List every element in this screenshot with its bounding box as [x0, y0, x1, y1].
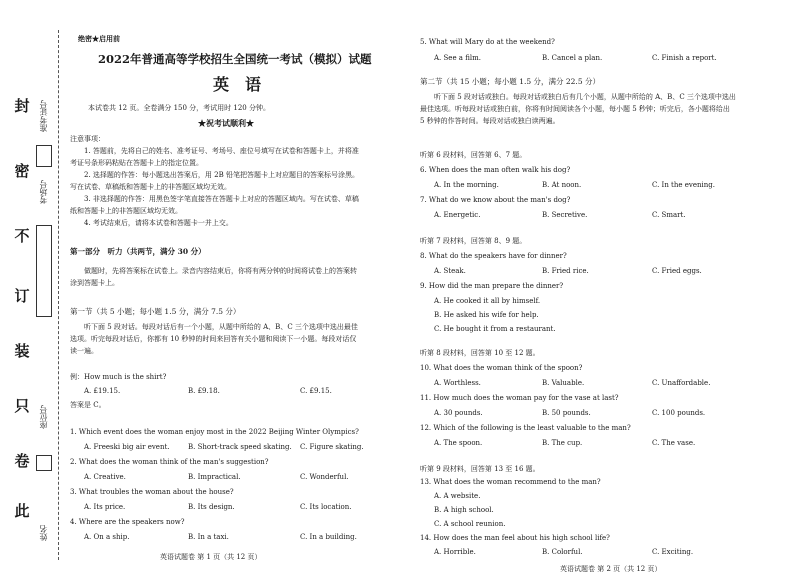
- section1-desc: 听下面 5 段对话。每段对话后有一个小题，从题中所给的 A、B、C 三个选项中选出最佳: [84, 323, 358, 331]
- option: C. Exciting.: [652, 548, 694, 556]
- example-answer: 答案是 C。: [70, 401, 106, 409]
- option: B. Fried rice.: [542, 267, 589, 275]
- option: C. Fried eggs.: [652, 267, 702, 275]
- question: 8. What do the speakers have for dinner?: [420, 252, 567, 260]
- option: A. Horrible.: [434, 548, 476, 556]
- option: A. Worthless.: [434, 379, 481, 387]
- option: A. He cooked it all by himself.: [434, 297, 541, 305]
- option: B. £9.18.: [188, 387, 220, 395]
- margin-char: 订: [14, 287, 30, 305]
- candidate-id-box[interactable]: [36, 225, 52, 317]
- question: 11. How much does the woman pay for the vase at last?: [420, 394, 619, 402]
- option: B. Impractical.: [188, 473, 241, 481]
- section2-title: 第二节（共 15 小题；每小题 1.5 分，满分 22.5 分）: [420, 77, 600, 86]
- part1-desc: 做题时，先将答案标在试卷上。录音内容结束后，你将有两分钟的时间将试卷上的答案转: [84, 267, 357, 275]
- margin-char: 装: [14, 342, 30, 360]
- option: C. 100 pounds.: [652, 409, 706, 417]
- right-page-footer: 英语试题卷 第 2 页（共 12 页）: [560, 565, 662, 573]
- note-line: 写在试卷、草稿纸和答题卡上的非答题区域均无效。: [70, 183, 231, 191]
- option: B. The cup.: [542, 439, 583, 447]
- option: B. Colorful.: [542, 548, 583, 556]
- secret-label: 绝密★启用前: [78, 34, 120, 43]
- question: 7. What do we know about the man's dog?: [420, 196, 571, 204]
- option: B. A high school.: [434, 506, 494, 514]
- question: 9. How did the man prepare the dinner?: [420, 282, 564, 290]
- option: C. In a building.: [300, 533, 357, 541]
- margin-char: 此: [14, 502, 30, 520]
- subject-title: 英语: [213, 75, 278, 94]
- wish-line: ★祝考试顺利★: [198, 118, 254, 128]
- question: 6. When does the man often walk his dog?: [420, 166, 571, 174]
- question: 3. What troubles the woman about the house?: [70, 488, 234, 496]
- question: 4. Where are the speakers now?: [70, 518, 185, 526]
- question: 1. Which event does the woman enjoy most in the 2022 Beijing Winter Olympics?: [70, 428, 359, 436]
- option: B. Cancel a plan.: [542, 54, 603, 62]
- option: A. The spoon.: [434, 439, 483, 447]
- section2-desc: 5 秒钟的作答时间。每段对话或独白读两遍。: [420, 117, 560, 125]
- option: A. In the morning.: [434, 181, 499, 189]
- option: A. Steak.: [434, 267, 466, 275]
- note-line: 纸和答题卡上的非答题区域均无效。: [70, 207, 182, 215]
- option: B. Valuable.: [542, 379, 585, 387]
- margin-char: 不: [14, 227, 30, 245]
- group-label: 听第 6 段材料，回答第 6、7 题。: [420, 151, 527, 159]
- option: A. Freeski big air event.: [84, 443, 170, 451]
- section1-title: 第一节（共 5 小题；每小题 1.5 分，满分 7.5 分）: [70, 307, 241, 316]
- example-question: 例：How much is the shirt?: [70, 373, 167, 381]
- group-label: 听第 7 段材料，回答第 8、9 题。: [420, 237, 527, 245]
- seat-label: 座位号: [39, 405, 48, 429]
- binding-line: [58, 30, 59, 560]
- option: B. Short-track speed skating.: [188, 443, 292, 451]
- option: C. £9.15.: [300, 387, 332, 395]
- question: 2. What does the woman think of the man's suggestion?: [70, 458, 269, 466]
- note-line: 3. 非选择题的作答：用黑色签字笔直接答在答题卡上对应的答题区域内。写在试卷、草稿: [84, 195, 359, 203]
- option: C. He bought it from a restaurant.: [434, 325, 556, 333]
- note-line: 4. 考试结束后，请将本试卷和答题卡一并上交。: [84, 219, 233, 227]
- intro-line: 本试卷共 12 页。全卷满分 150 分，考试用时 120 分钟。: [88, 104, 270, 112]
- option: B. Secretive.: [542, 211, 588, 219]
- left-page-footer: 英语试题卷 第 1 页（共 12 页）: [160, 553, 262, 561]
- question: 14. How does the man feel about his high school life?: [420, 534, 610, 542]
- binding-margin: [0, 0, 70, 578]
- option: C. Unaffordable.: [652, 379, 711, 387]
- option: B. He asked his wife for help.: [434, 311, 539, 319]
- question: 5. What will Mary do at the weekend?: [420, 38, 555, 46]
- option: B. In a taxi.: [188, 533, 229, 541]
- question: 10. What does the woman think of the spoon?: [420, 364, 583, 372]
- option: C. In the evening.: [652, 181, 715, 189]
- option: B. Its design.: [188, 503, 235, 511]
- option: C. Wonderful.: [300, 473, 349, 481]
- part1-desc: 涂到答题卡上。: [70, 279, 119, 287]
- section1-desc: 选项。听完每段对话后，你都有 10 秒钟的时间来回答有关小题和阅读下一小题。每段对话仅: [70, 335, 357, 343]
- name-label: 姓名: [39, 525, 48, 541]
- option: A. A website.: [434, 492, 481, 500]
- option: B. At noon.: [542, 181, 582, 189]
- option: C. Its location.: [300, 503, 352, 511]
- margin-char: 只: [14, 397, 30, 415]
- option: A. £19.15.: [84, 387, 121, 395]
- group-label: 听第 8 段材料，回答第 10 至 12 题。: [420, 349, 540, 357]
- option: A. On a ship.: [84, 533, 130, 541]
- exam-number-box[interactable]: [36, 145, 52, 167]
- group-label: 听第 9 段材料，回答第 13 至 16 题。: [420, 465, 540, 473]
- margin-char: 卷: [14, 452, 30, 470]
- note-line: 2. 选择题的作答：每小题选出答案后，用 2B 铅笔把答题卡上对应题目的答案标号涂黑。: [84, 171, 359, 179]
- option: C. Figure skating.: [300, 443, 364, 451]
- option: B. 50 pounds.: [542, 409, 591, 417]
- exam-title: 2022年普通高等学校招生全国统一考试（模拟）试题: [98, 52, 372, 66]
- question: 12. Which of the following is the least valuable to the man?: [420, 424, 631, 432]
- part1-title: 第一部分 听力（共两节，满分 30 分）: [70, 247, 206, 256]
- exam-number-label: 准考证号: [39, 100, 48, 132]
- option: A. 30 pounds.: [434, 409, 483, 417]
- option: C. Smart.: [652, 211, 686, 219]
- option: A. Creative.: [84, 473, 126, 481]
- margin-char: 封: [14, 97, 30, 115]
- room-label: 考场号: [39, 180, 48, 204]
- option: C. Finish a report.: [652, 54, 717, 62]
- question: 13. What does the woman recommend to the man?: [420, 478, 601, 486]
- option: A. Its price.: [84, 503, 126, 511]
- option: C. A school reunion.: [434, 520, 506, 528]
- option: A. See a film.: [434, 54, 481, 62]
- section1-desc: 读一遍。: [70, 347, 98, 355]
- seat-box[interactable]: [36, 455, 52, 471]
- margin-char: 密: [14, 162, 30, 180]
- section2-desc: 听下面 5 段对话或独白。每段对话或独白后有几个小题，从题中所给的 A、B、C 三个选项中选出: [434, 93, 736, 101]
- section2-desc: 最佳选项。听每段对话或独白前，你将有时间阅读各个小题，每小题 5 秒钟；听完后，各小题将给出: [420, 105, 730, 113]
- note-line: 1. 答题前，先将自己的姓名、准考证号、考场号、座位号填写在试卷和答题卡上，并将准: [84, 147, 359, 155]
- notes-title: 注意事项：: [70, 135, 105, 143]
- option: A. Energetic.: [434, 211, 481, 219]
- note-line: 考证号条形码粘贴在答题卡上的指定位置。: [70, 159, 203, 167]
- option: C. The vase.: [652, 439, 696, 447]
